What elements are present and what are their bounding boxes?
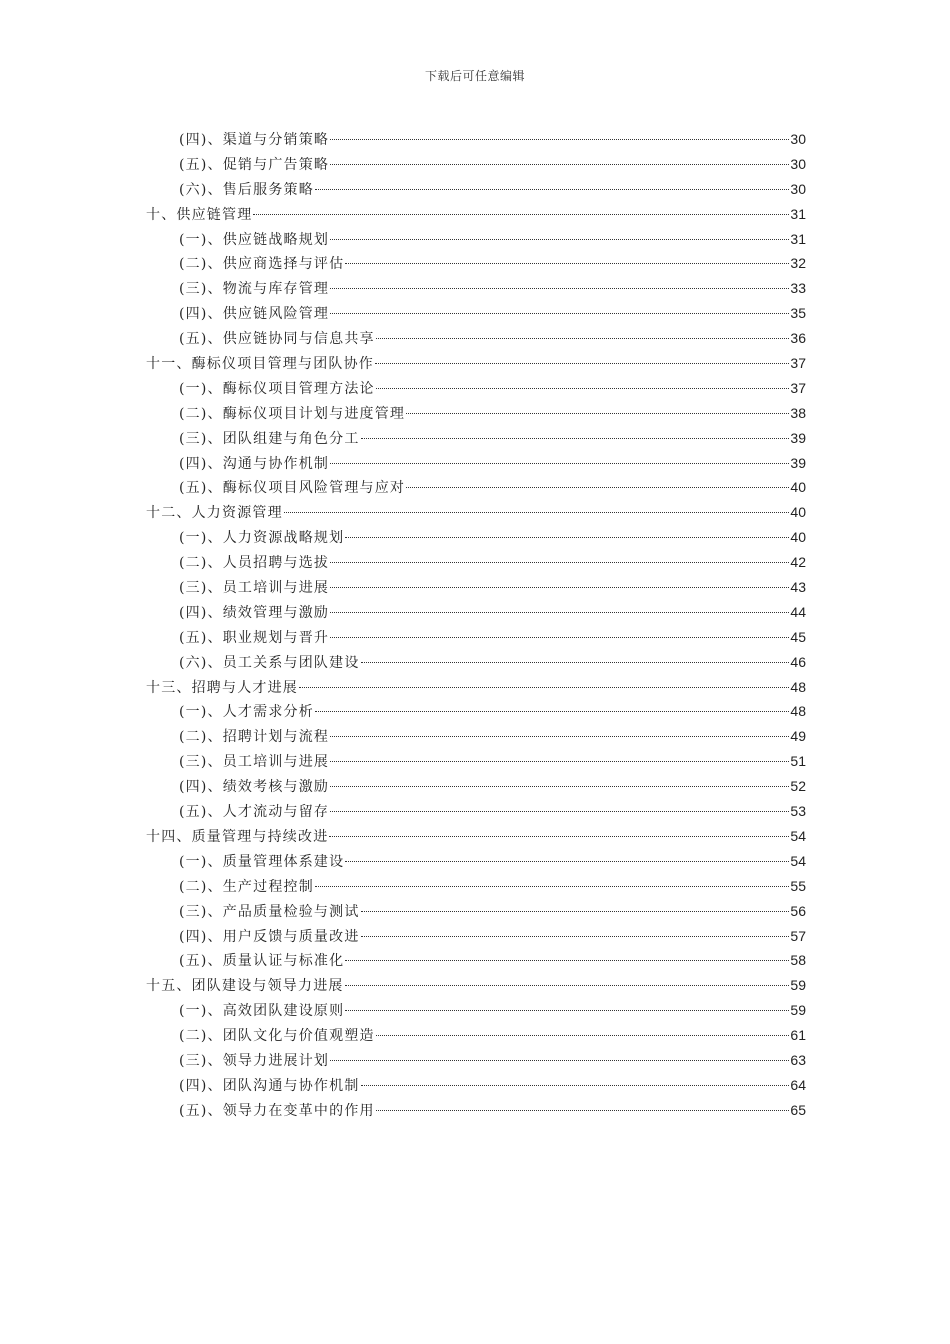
toc-page-number: 43 bbox=[790, 579, 806, 596]
toc-entry-title: (三)、领导力进展计划 bbox=[179, 1052, 330, 1069]
toc-page-number: 37 bbox=[790, 379, 806, 396]
toc-entry-title: (五)、质量认证与标准化 bbox=[179, 953, 345, 970]
toc-entry-title: (三)、产品质量检验与测试 bbox=[179, 903, 360, 920]
toc-section-entry[interactable] bbox=[146, 475, 806, 500]
toc-page-number: 48 bbox=[790, 703, 806, 720]
toc-dot-leader bbox=[361, 911, 790, 912]
toc-dot-leader bbox=[345, 861, 789, 862]
toc-dot-leader bbox=[330, 1060, 789, 1061]
toc-chapter-entry[interactable] bbox=[146, 824, 806, 849]
toc-page-number: 40 bbox=[790, 504, 806, 521]
toc-section-entry[interactable] bbox=[146, 1073, 806, 1098]
toc-entry-title: (一)、人才需求分析 bbox=[179, 704, 314, 721]
toc-page-number: 52 bbox=[790, 778, 806, 795]
toc-page-number: 63 bbox=[790, 1051, 806, 1068]
toc-dot-leader bbox=[315, 189, 789, 190]
toc-chapter-entry[interactable] bbox=[146, 351, 806, 376]
toc-dot-leader bbox=[330, 562, 789, 563]
toc-section-entry[interactable] bbox=[146, 948, 806, 973]
toc-entry-title: (二)、人员招聘与选拔 bbox=[179, 555, 330, 572]
toc-section-entry[interactable] bbox=[146, 1023, 806, 1048]
toc-dot-leader bbox=[330, 761, 789, 762]
toc-section-entry[interactable] bbox=[146, 276, 806, 301]
toc-dot-leader bbox=[345, 1010, 789, 1011]
toc-chapter-entry[interactable] bbox=[146, 500, 806, 525]
toc-chapter-entry[interactable] bbox=[146, 973, 806, 998]
toc-page-number: 51 bbox=[790, 753, 806, 770]
toc-entry-title: 十、供应链管理 bbox=[146, 206, 253, 223]
toc-entry-title: (一)、高效团队建设原则 bbox=[179, 1003, 345, 1020]
toc-page-number: 61 bbox=[790, 1027, 806, 1044]
toc-entry-title: 十一、酶标仪项目管理与团队协作 bbox=[146, 356, 374, 373]
toc-dot-leader bbox=[376, 1035, 790, 1036]
page-header: 下载后可任意编辑 bbox=[424, 69, 525, 83]
toc-entry-title: (一)、酶标仪项目管理方法论 bbox=[179, 380, 375, 397]
toc-page-number: 65 bbox=[790, 1101, 806, 1118]
toc-dot-leader bbox=[284, 512, 790, 513]
toc-entry-title: (三)、物流与库存管理 bbox=[179, 281, 330, 298]
toc-section-entry[interactable] bbox=[146, 301, 806, 326]
toc-dot-leader bbox=[345, 537, 789, 538]
toc-page-number: 45 bbox=[790, 628, 806, 645]
toc-section-entry[interactable] bbox=[146, 227, 806, 252]
toc-dot-leader bbox=[376, 388, 790, 389]
toc-page-number: 38 bbox=[790, 404, 806, 421]
toc-page-number: 59 bbox=[790, 977, 806, 994]
toc-entry-title: (四)、用户反馈与质量改进 bbox=[179, 928, 360, 945]
toc-page-number: 54 bbox=[790, 852, 806, 869]
toc-entry-title: 十二、人力资源管理 bbox=[146, 505, 283, 522]
table-of-contents bbox=[146, 127, 806, 1123]
toc-page-number: 36 bbox=[790, 330, 806, 347]
toc-entry-title: (一)、质量管理体系建设 bbox=[179, 853, 345, 870]
toc-page-number: 49 bbox=[790, 728, 806, 745]
toc-page-number: 30 bbox=[790, 131, 806, 147]
toc-entry-title: (四)、供应链风险管理 bbox=[179, 306, 330, 323]
toc-dot-leader bbox=[330, 288, 789, 289]
toc-section-entry[interactable] bbox=[146, 849, 806, 874]
toc-page-number: 57 bbox=[790, 927, 806, 944]
toc-dot-leader bbox=[406, 413, 789, 414]
toc-dot-leader bbox=[345, 263, 789, 264]
toc-dot-leader bbox=[330, 786, 789, 787]
toc-dot-leader bbox=[329, 836, 789, 837]
toc-dot-leader bbox=[361, 438, 790, 439]
toc-section-entry[interactable] bbox=[146, 575, 806, 600]
toc-entry-title: (四)、沟通与协作机制 bbox=[179, 455, 330, 472]
toc-entry-title: (二)、生产过程控制 bbox=[179, 878, 314, 895]
toc-section-entry[interactable] bbox=[146, 724, 806, 749]
toc-entry-title: (二)、团队文化与价值观塑造 bbox=[179, 1028, 375, 1045]
toc-section-entry[interactable] bbox=[146, 799, 806, 824]
toc-entry-title: 十三、招聘与人才进展 bbox=[146, 679, 298, 696]
toc-entry-title: (一)、供应链战略规划 bbox=[179, 231, 330, 248]
toc-section-entry[interactable] bbox=[146, 600, 806, 625]
toc-page-number: 37 bbox=[790, 355, 806, 372]
toc-page-number: 31 bbox=[790, 205, 806, 222]
toc-dot-leader bbox=[376, 338, 790, 339]
toc-section-entry[interactable] bbox=[146, 525, 806, 550]
toc-page-number: 39 bbox=[790, 429, 806, 446]
toc-dot-leader bbox=[330, 811, 789, 812]
toc-page-number: 39 bbox=[790, 454, 806, 471]
toc-dot-leader bbox=[345, 960, 789, 961]
toc-page-number: 35 bbox=[790, 305, 806, 322]
toc-section-entry[interactable] bbox=[146, 1048, 806, 1073]
toc-dot-leader bbox=[406, 487, 789, 488]
toc-section-entry[interactable] bbox=[146, 152, 806, 177]
toc-section-entry[interactable] bbox=[146, 749, 806, 774]
toc-dot-leader bbox=[330, 587, 789, 588]
toc-page-number: 32 bbox=[790, 255, 806, 272]
toc-page-number: 55 bbox=[790, 877, 806, 894]
toc-section-entry[interactable] bbox=[146, 774, 806, 799]
toc-dot-leader bbox=[315, 886, 789, 887]
toc-dot-leader bbox=[330, 139, 789, 140]
toc-section-entry[interactable] bbox=[146, 401, 806, 426]
toc-dot-leader bbox=[330, 637, 789, 638]
toc-entry-title: (三)、团队组建与角色分工 bbox=[179, 430, 360, 447]
toc-entry-title: (三)、员工培训与进展 bbox=[179, 580, 330, 597]
toc-entry-title: (四)、绩效管理与激励 bbox=[179, 604, 330, 621]
toc-dot-leader bbox=[376, 1110, 790, 1111]
toc-dot-leader bbox=[345, 985, 790, 986]
toc-dot-leader bbox=[330, 736, 789, 737]
toc-chapter-entry[interactable] bbox=[146, 202, 806, 227]
toc-page-number: 58 bbox=[790, 952, 806, 969]
toc-dot-leader bbox=[299, 687, 789, 688]
toc-dot-leader bbox=[361, 1085, 790, 1086]
toc-dot-leader bbox=[375, 363, 789, 364]
toc-page-number: 33 bbox=[790, 280, 806, 297]
toc-dot-leader bbox=[315, 711, 789, 712]
toc-entry-title: 十五、团队建设与领导力进展 bbox=[146, 978, 344, 995]
toc-entry-title: (五)、酶标仪项目风险管理与应对 bbox=[179, 480, 406, 497]
toc-dot-leader bbox=[330, 313, 789, 314]
toc-dot-leader bbox=[330, 239, 789, 240]
toc-section-entry[interactable] bbox=[146, 874, 806, 899]
toc-entry-title: (四)、绩效考核与激励 bbox=[179, 779, 330, 796]
toc-entry-title: (四)、团队沟通与协作机制 bbox=[179, 1077, 360, 1094]
toc-section-entry[interactable] bbox=[146, 650, 806, 675]
toc-entry-title: (五)、供应链协同与信息共享 bbox=[179, 331, 375, 348]
toc-entry-title: (五)、促销与广告策略 bbox=[179, 156, 330, 173]
toc-entry-title: (二)、酶标仪项目计划与进度管理 bbox=[179, 405, 406, 422]
toc-page-number: 48 bbox=[790, 678, 806, 695]
toc-dot-leader bbox=[253, 214, 789, 215]
toc-page-number: 64 bbox=[790, 1076, 806, 1093]
toc-dot-leader bbox=[330, 612, 789, 613]
toc-section-entry[interactable] bbox=[146, 251, 806, 276]
toc-entry-title: (一)、人力资源战略规划 bbox=[179, 530, 345, 547]
toc-entry-title: (六)、员工关系与团队建设 bbox=[179, 654, 360, 671]
toc-section-entry[interactable] bbox=[146, 426, 806, 451]
toc-page-number: 44 bbox=[790, 603, 806, 620]
toc-entry-title: 十四、质量管理与持续改进 bbox=[146, 828, 329, 845]
toc-section-entry[interactable] bbox=[146, 899, 806, 924]
toc-section-entry[interactable] bbox=[146, 451, 806, 476]
toc-page-number: 30 bbox=[790, 180, 806, 197]
toc-page-number: 56 bbox=[790, 902, 806, 919]
toc-page-number: 54 bbox=[790, 827, 806, 844]
toc-entry-title: (五)、职业规划与晋升 bbox=[179, 629, 330, 646]
toc-dot-leader bbox=[361, 936, 790, 937]
toc-page-number: 59 bbox=[790, 1002, 806, 1019]
toc-page-number: 46 bbox=[790, 653, 806, 670]
toc-entry-title: (六)、售后服务策略 bbox=[179, 181, 314, 198]
toc-entry-title: (二)、供应商选择与评估 bbox=[179, 256, 345, 273]
toc-section-entry[interactable] bbox=[146, 550, 806, 575]
toc-entry-title: (二)、招聘计划与流程 bbox=[179, 729, 330, 746]
toc-section-entry[interactable] bbox=[146, 177, 806, 202]
toc-section-entry[interactable] bbox=[146, 1098, 806, 1123]
toc-entry-title: (五)、人才流动与留存 bbox=[179, 804, 330, 821]
toc-chapter-entry[interactable] bbox=[146, 675, 806, 700]
toc-page-number: 30 bbox=[790, 155, 806, 172]
toc-section-entry[interactable] bbox=[146, 326, 806, 351]
toc-section-entry[interactable] bbox=[146, 376, 806, 401]
toc-entry-title: (五)、领导力在变革中的作用 bbox=[179, 1102, 375, 1119]
toc-entry-title: (四)、渠道与分销策略 bbox=[179, 132, 330, 148]
toc-page-number: 42 bbox=[790, 554, 806, 571]
toc-dot-leader bbox=[330, 463, 789, 464]
toc-section-entry[interactable] bbox=[146, 127, 806, 152]
toc-dot-leader bbox=[330, 164, 789, 165]
toc-dot-leader bbox=[361, 662, 790, 663]
toc-page-number: 31 bbox=[790, 230, 806, 247]
toc-page-number: 53 bbox=[790, 803, 806, 820]
toc-entry-title: (三)、员工培训与进展 bbox=[179, 754, 330, 771]
toc-page-number: 40 bbox=[790, 529, 806, 546]
toc-section-entry[interactable] bbox=[146, 699, 806, 724]
toc-section-entry[interactable] bbox=[146, 625, 806, 650]
toc-section-entry[interactable] bbox=[146, 998, 806, 1023]
toc-page-number: 40 bbox=[790, 479, 806, 496]
toc-section-entry[interactable] bbox=[146, 924, 806, 949]
